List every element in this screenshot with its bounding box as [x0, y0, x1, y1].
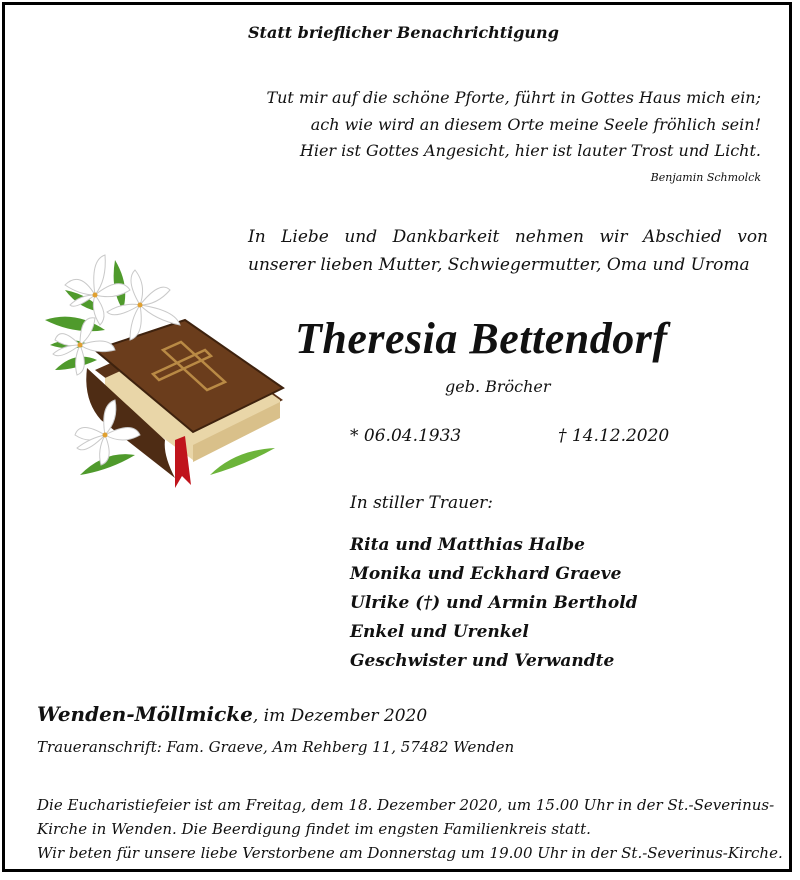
mourner-name: Rita und Matthias Halbe: [350, 535, 585, 555]
mourners-list: [350, 531, 638, 676]
mourner-name: Monika und Eckhard Graeve: [350, 564, 622, 584]
mourning-address: Traueranschrift: Fam. Graeve, Am Rehberg 11, 57482 Wenden: [37, 738, 515, 756]
death-date: † 14.12.2020: [558, 426, 670, 446]
mourner-name: Enkel und Urenkel: [350, 622, 529, 642]
notice-line: Die Eucharistiefeier ist am Freitag, dem 18. Dezember 2020, um 15.00 Uhr in der St.-Severinus-: [37, 796, 775, 814]
mourner-name: Geschwister und Verwandte: [350, 651, 615, 671]
mourners-title: In stiller Trauer:: [350, 493, 493, 513]
service-notice: [37, 793, 783, 865]
poem-line: Tut mir auf die schöne Pforte, führt in Gottes Haus mich ein;: [266, 88, 761, 107]
header-notice: Statt brieflicher Benachrichtigung: [248, 23, 559, 42]
notice-line: Wir beten für unsere liebe Verstorbene am Donnerstag um 19.00 Uhr in der St.-Severinus-Kirche.: [37, 844, 783, 862]
place-name: Wenden-Möllmicke: [37, 702, 253, 726]
poem-line: ach wie wird an diesem Orte meine Seele fröhlich sein!: [310, 114, 761, 134]
poem-line: Hier ist Gottes Angesicht, hier ist lauter Trost und Licht.: [299, 141, 761, 160]
notice-line: Kirche in Wenden. Die Beerdigung findet im engsten Familienkreis statt.: [37, 820, 591, 838]
obituary-notice: [2, 2, 792, 872]
bible-with-lilies-icon: [35, 250, 290, 495]
maiden-name: geb. Bröcher: [445, 377, 551, 396]
place-and-date: [37, 702, 427, 726]
poem: [266, 85, 761, 165]
mourner-name: Ulrike (†) und Armin Berthold: [350, 593, 638, 613]
poem-author: Benjamin Schmolck: [650, 171, 761, 184]
place-date: , im Dezember 2020: [252, 706, 428, 726]
intro-text: In Liebe und Dankbarkeit nehmen wir Abschied von unserer lieben Mutter, Schwiegermutter, Oma und Uroma: [248, 227, 768, 275]
deceased-name: Theresia Bettendorf: [295, 314, 668, 363]
birth-date: * 06.04.1933: [350, 426, 462, 446]
